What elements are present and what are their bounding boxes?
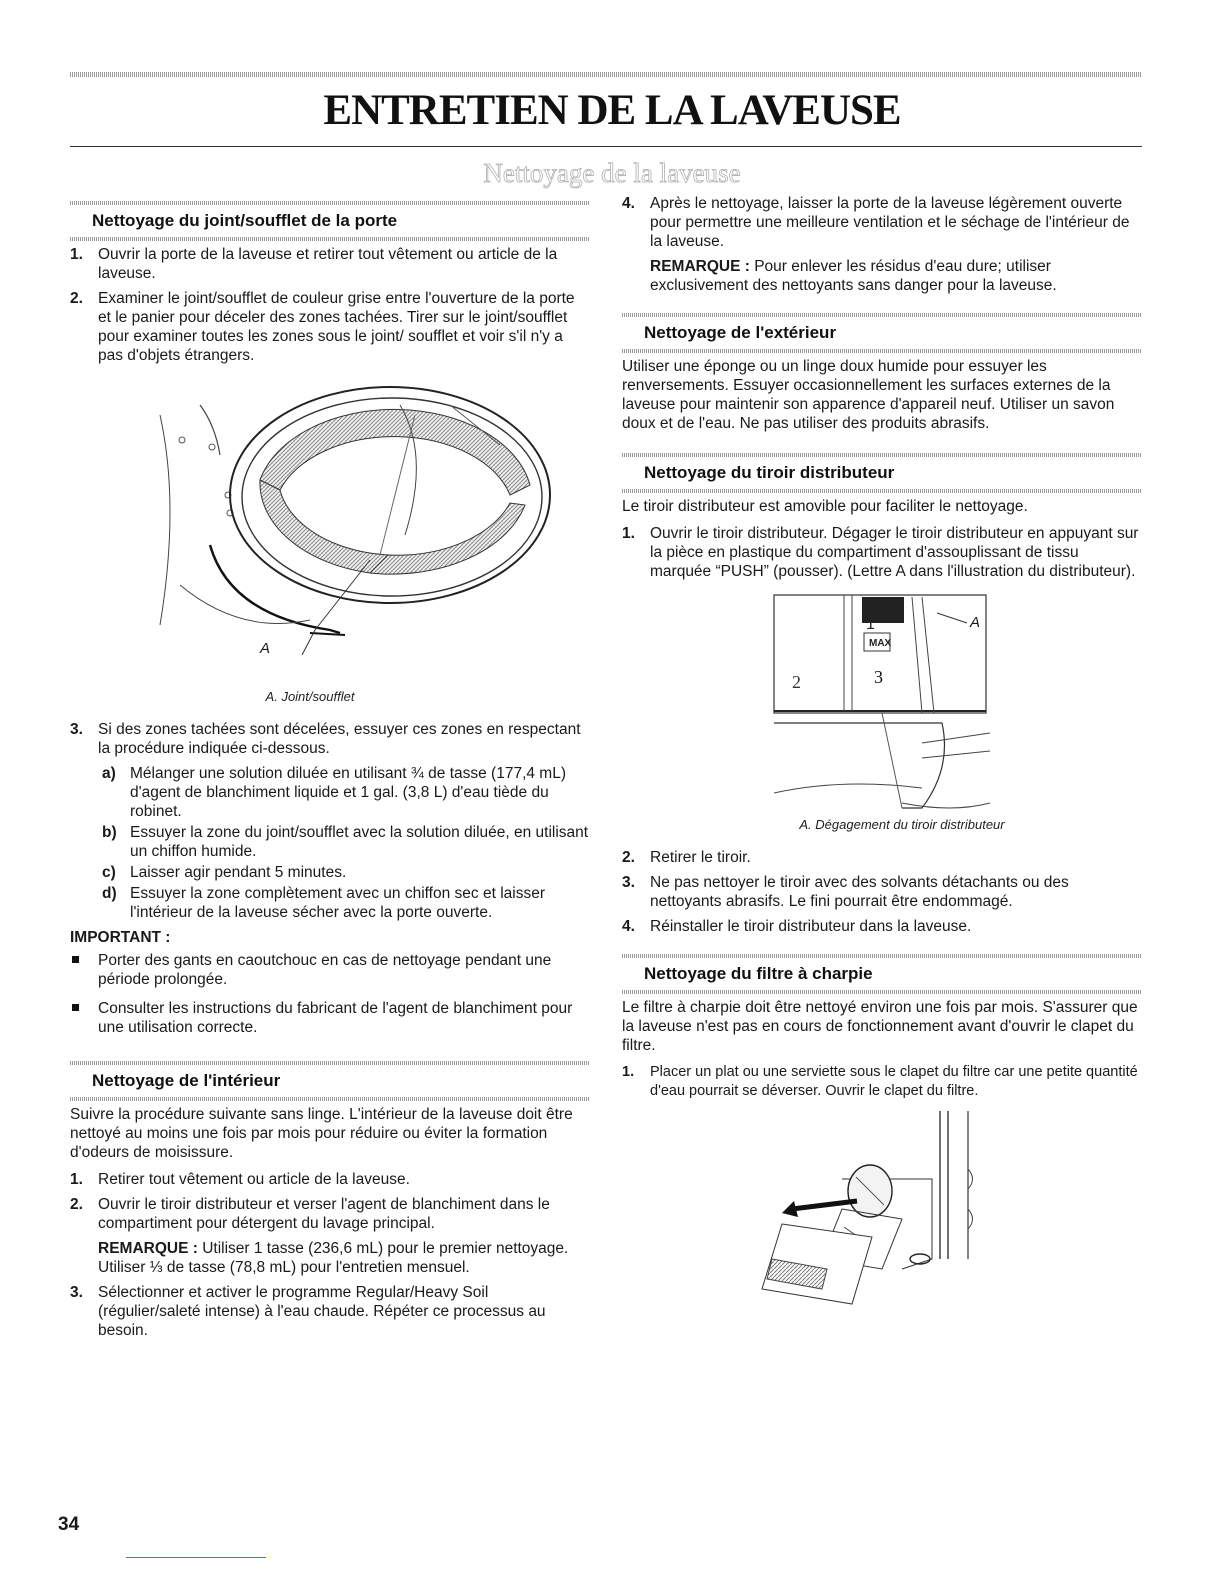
seal-figure-caption: A. Joint/soufflet — [265, 689, 355, 704]
interior-heading: Nettoyage de l'intérieur — [70, 1065, 590, 1096]
lint-step1 — [622, 1063, 1142, 1101]
interior-step4 — [622, 194, 1142, 295]
bottom-link-line — [126, 1557, 266, 1558]
page-number: 34 — [58, 1514, 80, 1535]
lint-filter-illustration — [622, 1109, 1142, 1309]
compartment-1-label: 1 — [866, 616, 875, 633]
interior-note: REMARQUE : Utiliser 1 tasse (236,6 mL) pour le premier nettoyage. Utiliser ⅓ de tasse (78,8 mL) pour l'entretien mensuel. — [98, 1240, 569, 1276]
list-item: 3. Sélectionner et activer le programme Regular/Heavy Soil (régulier/saleté intense) à l'eau chaude. Répéter ce processus au besoin. — [70, 1284, 546, 1339]
list-item: 1. Placer un plat ou une serviette sous le clapet du filtre car une petite quantité d'eau pourrait se déverser. Ouvrir le clapet du filtre. — [622, 1064, 1138, 1099]
dispenser-figure-caption: A. Dégagement du tiroir distributeur — [799, 817, 1005, 832]
left-column — [70, 201, 590, 1346]
page-title: ENTRETIEN DE LA LAVEUSE — [323, 87, 901, 134]
list-item: 3. Si des zones tachées sont décelées, essuyer ces zones en respectant la procédure indiquée ci-dessous. a) Mélanger une solution diluée en utilisant ¾ de tasse (177,4 mL) d'agent de blanchiment liquide et 1 gal. (3,8 L) d'eau tiède du robinet. b) Essuyer la zone du joint/soufflet avec la solution diluée, en utilisant un chiffon humide. c) Laisser agir pendant 5 minutes. d) Essuyer la zone complètement avec un chiffon sec et laisser l'intérieur de la laveuse sécher avec la porte ouverte. — [70, 721, 589, 921]
top-hatch-rule — [70, 72, 1142, 77]
max-label: MAX — [869, 638, 892, 649]
seal-step3 — [70, 720, 590, 922]
list-item: c) Laisser agir pendant 5 minutes. — [102, 864, 347, 881]
list-item: 2. Examiner le joint/soufflet de couleur grise entre l'ouverture de la porte et le panier pour déceler des zones tachées. Tirer sur le joint/soufflet pour examiner toutes les zones sous le joint/ soufflet et voir s'il n'y a pas d'objets étrangers. — [70, 290, 575, 364]
lint-filter-figure — [622, 1109, 1142, 1309]
door-seal-figure — [70, 385, 590, 681]
important-bullets — [70, 951, 590, 1037]
list-item: 3. Ne pas nettoyer le tiroir avec des solvants détachants ou des nettoyants abrasifs. Le fini pourrait être endommagé. — [622, 874, 1069, 910]
dispenser-illustration — [622, 593, 1142, 823]
list-item: Porter des gants en caoutchouc en cas de nettoyage pendant une période prolongée. — [70, 951, 590, 989]
lint-intro: Le filtre à charpie doit être nettoyé environ une fois par mois. S'assurer que la laveuse n'est pas en cours de fonctionnement avant d'ouvrir le clapet du filtre. — [622, 999, 1138, 1054]
list-item: Consulter les instructions du fabricant de l'agent de blanchiment pour une utilisation correcte. — [70, 999, 590, 1037]
list-item: a) Mélanger une solution diluée en utilisant ¾ de tasse (177,4 mL) d'agent de blanchiment liquide et 1 gal. (3,8 L) d'eau tiède du robinet. — [102, 765, 566, 820]
compartment-3-label: 3 — [874, 667, 883, 687]
dispenser-step1 — [622, 524, 1142, 581]
interior-steps — [70, 1170, 590, 1340]
dispenser-heading: Nettoyage du tiroir distributeur — [622, 457, 1142, 488]
seal-steps — [70, 245, 590, 365]
list-item: 1. Ouvrir la porte de la laveuse et retirer tout vêtement ou article de la laveuse. — [70, 246, 558, 282]
right-column — [622, 194, 1142, 1309]
section-title: Nettoyage de la laveuse — [483, 158, 741, 188]
dispenser-callout-a: A — [970, 614, 981, 631]
exterior-text: Utiliser une éponge ou un linge doux humide pour essuyer les renversements. Essuyer occasionnellement les surfaces externes de la laveuse pour maintenir son apparence d'appareil neuf. Utiliser un savon doux et de l'eau. Ne pas utiliser des produits abrasifs. — [622, 358, 1115, 432]
bullet-icon — [72, 1004, 79, 1011]
door-seal-illustration — [70, 385, 590, 665]
lint-heading: Nettoyage du filtre à charpie — [622, 958, 1142, 989]
list-item: d) Essuyer la zone complètement avec un chiffon sec et laisser l'intérieur de la laveuse sécher avec la porte ouverte. — [102, 885, 545, 921]
list-item: b) Essuyer la zone du joint/soufflet avec la solution diluée, en utilisant un chiffon humide. — [102, 824, 589, 860]
list-item: 2. Ouvrir le tiroir distributeur et verser l'agent de blanchiment dans le compartiment pour détergent du lavage principal. REMARQUE : Utiliser 1 tasse (236,6 mL) pour le premier nettoyage. Utiliser ⅓ de tasse (78,8 mL) pour l'entretien mensuel. — [70, 1195, 590, 1277]
list-item: 4. Réinstaller le tiroir distributeur dans la laveuse. — [622, 918, 972, 935]
exterior-heading: Nettoyage de l'extérieur — [622, 317, 1142, 348]
seal-heading: Nettoyage du joint/soufflet de la porte — [70, 205, 590, 236]
step4-note: REMARQUE : Pour enlever les résidus d'eau dure; utiliser exclusivement des nettoyants sans danger pour la laveuse. — [650, 258, 1057, 294]
dispenser-steps — [622, 848, 1142, 936]
title-underline — [70, 146, 1142, 147]
compartment-2-label: 2 — [792, 672, 801, 692]
dispenser-intro: Le tiroir distributeur est amovible pour faciliter le nettoyage. — [622, 498, 1028, 515]
seal-callout-a: A — [260, 640, 271, 657]
list-item: 1. Retirer tout vêtement ou article de la laveuse. — [70, 1171, 410, 1188]
bullet-icon — [72, 956, 79, 963]
seal-substeps — [98, 764, 590, 922]
list-item: 2. Retirer le tiroir. — [622, 849, 751, 866]
dispenser-figure — [622, 593, 1142, 825]
important-label: IMPORTANT : — [70, 929, 171, 946]
list-item: 4. Après le nettoyage, laisser la porte de la laveuse légèrement ouverte pour permettre une meilleure ventilation et le séchage de l'intérieur de la laveuse. REMARQUE : Pour enlever les résidus d'eau dure; utiliser exclusivement des nettoyants sans danger pour la laveuse. — [622, 194, 1142, 295]
list-item: 1. Ouvrir le tiroir distributeur. Dégager le tiroir distributeur en appuyant sur la pièce en plastique du compartiment d'assouplissant de tissu marquée “PUSH” (pousser). (Lettre A dans l'illustration du distributeur). — [622, 525, 1139, 580]
interior-intro: Suivre la procédure suivante sans linge. L'intérieur de la laveuse doit être nettoyé au moins une fois par mois pour réduire ou éviter la formation d'odeurs de moisissure. — [70, 1106, 573, 1161]
